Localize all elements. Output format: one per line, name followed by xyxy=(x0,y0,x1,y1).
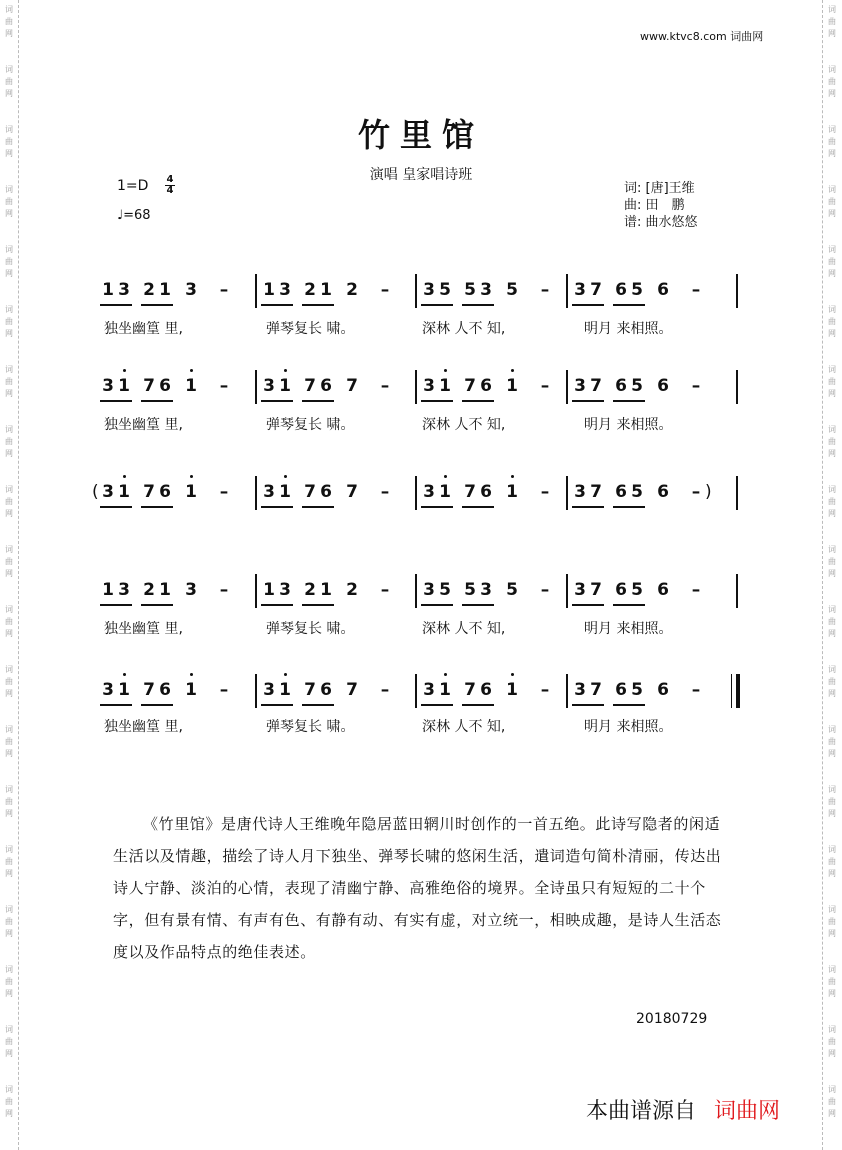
score-note: 7 xyxy=(304,680,316,700)
score-note: 2 xyxy=(346,580,358,600)
beam-line xyxy=(572,604,604,606)
score-note: 5 xyxy=(506,580,518,600)
score-note: – xyxy=(380,280,390,300)
bar-line xyxy=(566,274,568,308)
score-note: 3 xyxy=(185,280,197,300)
beam-line xyxy=(141,704,173,706)
lyric-phrase: 深林 人不 知, xyxy=(422,417,506,433)
bar-line xyxy=(566,370,568,404)
beam-line xyxy=(261,604,293,606)
watermark-text: 词曲网 xyxy=(828,545,836,578)
score-note: 7 xyxy=(590,482,602,502)
score-note: 7 xyxy=(464,680,476,700)
score-note: – xyxy=(540,580,550,600)
bar-line xyxy=(415,674,417,708)
source-footer xyxy=(586,1094,780,1125)
watermark-text: 词曲网 xyxy=(828,485,836,518)
score-note: 3 xyxy=(423,580,435,600)
score-note: 7 xyxy=(346,680,358,700)
beam-line xyxy=(141,400,173,402)
watermark-text: 词曲网 xyxy=(828,905,836,938)
watermark-text: 词曲网 xyxy=(828,365,836,398)
score-note: 7 xyxy=(464,376,476,396)
score-note: 3 xyxy=(279,580,291,600)
beam-line xyxy=(302,304,334,306)
tempo-marking: ♩=68 xyxy=(117,208,151,223)
score-note: 5 xyxy=(464,580,476,600)
beam-line xyxy=(302,704,334,706)
watermark-text: 词曲网 xyxy=(828,1025,836,1058)
beam-line xyxy=(613,304,645,306)
score-note: 5 xyxy=(439,580,451,600)
score-note: – xyxy=(540,376,550,396)
watermark-text: 词曲网 xyxy=(5,845,13,878)
watermark-text: 词曲网 xyxy=(828,1085,836,1118)
lyric-phrase: 深林 人不 知, xyxy=(422,321,506,337)
beam-line xyxy=(572,506,604,508)
bar-line xyxy=(736,476,738,510)
score-note: 7 xyxy=(590,376,602,396)
score-note: 6 xyxy=(657,680,669,700)
bar-line xyxy=(736,674,740,708)
lyric-phrase: 独坐幽篁 里, xyxy=(104,321,183,337)
score-note: – xyxy=(380,680,390,700)
beam-line xyxy=(572,400,604,402)
lyric-phrase: 明月 来相照。 xyxy=(584,321,673,337)
beam-line xyxy=(302,400,334,402)
lyric-phrase: 独坐幽篁 里, xyxy=(104,719,183,735)
score-note: 1 xyxy=(320,580,332,600)
score-note: 7 xyxy=(346,482,358,502)
beam-line xyxy=(141,604,173,606)
score-note: 3 xyxy=(102,482,114,502)
score-note: 3 xyxy=(574,376,586,396)
composer: 曲: 田 鹏 xyxy=(624,198,685,213)
song-title: 竹里馆 xyxy=(357,116,484,154)
source-prefix: 本曲谱源自 xyxy=(586,1099,697,1124)
beam-line xyxy=(100,400,132,402)
score-note: 1 xyxy=(116,680,132,700)
watermark-text: 词曲网 xyxy=(828,785,836,818)
lyric-phrase: 明月 来相照。 xyxy=(584,417,673,433)
score-note: 6 xyxy=(320,680,332,700)
score-note: 3 xyxy=(118,280,130,300)
beam-line xyxy=(421,704,453,706)
score-note: 6 xyxy=(657,482,669,502)
score-note: 6 xyxy=(480,376,492,396)
score-note: 3 xyxy=(480,580,492,600)
score-note: 7 xyxy=(590,680,602,700)
score-note: 7 xyxy=(590,280,602,300)
score-note: 5 xyxy=(464,280,476,300)
score-note: 3 xyxy=(423,482,435,502)
lyricist: 词: [唐]王维 xyxy=(624,181,695,196)
lyric-phrase: 弹琴复长 啸。 xyxy=(266,621,355,637)
lyric-phrase: 弹琴复长 啸。 xyxy=(266,321,355,337)
singer: 演唱 皇家唱诗班 xyxy=(369,167,473,183)
score-note: 1 xyxy=(159,280,171,300)
beam-line xyxy=(100,304,132,306)
score-note: – xyxy=(219,580,229,600)
watermark-text: 词曲网 xyxy=(5,485,13,518)
score-note: 6 xyxy=(657,376,669,396)
score-note: 1 xyxy=(504,376,520,396)
source-brand: 词曲网 xyxy=(714,1099,781,1124)
beam-line xyxy=(462,704,494,706)
score-note: 6 xyxy=(480,482,492,502)
beam-line xyxy=(421,506,453,508)
score-note: 3 xyxy=(263,680,275,700)
score-note: 6 xyxy=(615,482,627,502)
watermark-text: 词曲网 xyxy=(5,605,13,638)
beam-line xyxy=(613,506,645,508)
score-note: 6 xyxy=(320,376,332,396)
date: 20180729 xyxy=(636,1011,708,1027)
score-note: 1 xyxy=(159,580,171,600)
beam-line xyxy=(100,704,132,706)
lyric-phrase: 明月 来相照。 xyxy=(584,719,673,735)
watermark-text: 词曲网 xyxy=(5,425,13,458)
bar-line xyxy=(255,574,257,608)
score-note: – xyxy=(691,680,701,700)
watermark-text: 词曲网 xyxy=(828,245,836,278)
score-note: 6 xyxy=(480,680,492,700)
score-note: 7 xyxy=(143,376,155,396)
score-note: – xyxy=(540,482,550,502)
transcriber: 谱: 曲水悠悠 xyxy=(624,215,698,230)
score-note: 3 xyxy=(102,376,114,396)
score-note: 1 xyxy=(320,280,332,300)
beam-line xyxy=(462,604,494,606)
score-note: 6 xyxy=(159,376,171,396)
score-note: 6 xyxy=(320,482,332,502)
score-note: 1 xyxy=(183,482,199,502)
score-note: 3 xyxy=(574,280,586,300)
score-note: 3 xyxy=(102,680,114,700)
paren-close: ) xyxy=(705,482,712,502)
beam-line xyxy=(421,400,453,402)
watermark-text: 词曲网 xyxy=(5,1025,13,1058)
score-note: 7 xyxy=(304,482,316,502)
site-url[interactable]: www.ktvc8.com 词曲网 xyxy=(640,30,764,43)
score-note: 1 xyxy=(183,680,199,700)
watermark-text: 词曲网 xyxy=(828,5,836,38)
score-note: – xyxy=(691,580,701,600)
bar-line xyxy=(736,370,738,404)
score-note: 1 xyxy=(437,376,453,396)
score-note: 5 xyxy=(631,680,643,700)
beam-line xyxy=(613,604,645,606)
lyric-phrase: 弹琴复长 啸。 xyxy=(266,719,355,735)
score-note: 6 xyxy=(159,680,171,700)
watermark-text: 词曲网 xyxy=(828,305,836,338)
score-note: 2 xyxy=(143,580,155,600)
watermark-text: 词曲网 xyxy=(828,725,836,758)
key-signature: 1=D xyxy=(117,178,149,194)
score-note: 3 xyxy=(574,580,586,600)
score-note: – xyxy=(540,680,550,700)
bar-line xyxy=(566,476,568,510)
score-note: 1 xyxy=(102,580,114,600)
score-note: 6 xyxy=(615,680,627,700)
score-note: 7 xyxy=(143,482,155,502)
lyric-phrase: 深林 人不 知, xyxy=(422,621,506,637)
score-note: 3 xyxy=(118,580,130,600)
score-note: 3 xyxy=(263,482,275,502)
score-note: 1 xyxy=(102,280,114,300)
beam-line xyxy=(141,506,173,508)
score-note: 1 xyxy=(116,482,132,502)
bar-line xyxy=(415,274,417,308)
score-note: 1 xyxy=(183,376,199,396)
song-description: 《竹里馆》是唐代诗人王维晚年隐居蓝田辋川时创作的一首五绝。此诗写隐者的闲适生活以及情趣，描绘了诗人月下独坐、弹琴长啸的悠闲生活，遣词造句简朴清丽，传达出诗人宁静、淡泊的心情，表现了清幽宁静、高雅绝俗的境界。全诗虽只有短短的二十个字，但有景有情、有声有色、有静有动、有实有虚，对立统一，相映成趣，是诗人生活态度以及作品特点的绝佳表述。 xyxy=(113,815,722,961)
bar-line xyxy=(255,274,257,308)
beam-line xyxy=(261,506,293,508)
watermark-text: 词曲网 xyxy=(5,545,13,578)
bar-line xyxy=(415,574,417,608)
lyric-phrase: 弹琴复长 啸。 xyxy=(266,417,355,433)
watermark-text: 词曲网 xyxy=(5,665,13,698)
beam-line xyxy=(302,506,334,508)
score-note: – xyxy=(219,482,229,502)
bar-line xyxy=(736,274,738,308)
score-note: 3 xyxy=(574,680,586,700)
beam-line xyxy=(572,304,604,306)
score-note: – xyxy=(219,680,229,700)
final-bar-line xyxy=(731,674,732,708)
score-note: 7 xyxy=(346,376,358,396)
watermark-text: 词曲网 xyxy=(5,365,13,398)
beam-line xyxy=(141,304,173,306)
watermark-text: 词曲网 xyxy=(828,185,836,218)
watermark-text: 词曲网 xyxy=(5,725,13,758)
beam-line xyxy=(572,704,604,706)
watermark-text: 词曲网 xyxy=(5,965,13,998)
beam-line xyxy=(421,304,453,306)
score-note: – xyxy=(380,580,390,600)
watermark-text: 词曲网 xyxy=(828,65,836,98)
watermark-text: 词曲网 xyxy=(5,785,13,818)
score-note: 2 xyxy=(143,280,155,300)
watermark-text: 词曲网 xyxy=(5,245,13,278)
bar-line xyxy=(415,370,417,404)
score-note: 6 xyxy=(615,580,627,600)
beam-line xyxy=(261,704,293,706)
bar-line xyxy=(566,674,568,708)
bar-line xyxy=(736,574,738,608)
watermark-text: 词曲网 xyxy=(828,845,836,878)
watermark-text: 词曲网 xyxy=(5,305,13,338)
beam-line xyxy=(100,506,132,508)
score-note: 3 xyxy=(574,482,586,502)
beam-line xyxy=(462,304,494,306)
score-note: 6 xyxy=(159,482,171,502)
beam-line xyxy=(462,506,494,508)
score-note: 6 xyxy=(657,280,669,300)
watermark-text: 词曲网 xyxy=(828,665,836,698)
time-signature: $\frac{4}{4}$ xyxy=(166,174,174,196)
score-note: 6 xyxy=(615,280,627,300)
beam-line xyxy=(421,604,453,606)
score-note: 3 xyxy=(423,680,435,700)
score-note: 3 xyxy=(423,280,435,300)
watermark-text: 词曲网 xyxy=(828,965,836,998)
score-note: 1 xyxy=(277,680,293,700)
lyric-phrase: 独坐幽篁 里, xyxy=(104,417,183,433)
score-note: 3 xyxy=(279,280,291,300)
score-note: – xyxy=(691,280,701,300)
score-note: 1 xyxy=(116,376,132,396)
score-note: – xyxy=(380,482,390,502)
score-note: 1 xyxy=(437,482,453,502)
lyric-phrase: 独坐幽篁 里, xyxy=(104,621,183,637)
watermark-text: 词曲网 xyxy=(5,5,13,38)
beam-line xyxy=(100,604,132,606)
watermark-text: 词曲网 xyxy=(5,1085,13,1118)
score-note: – xyxy=(219,376,229,396)
bar-line xyxy=(415,476,417,510)
bar-line xyxy=(255,370,257,404)
score-note: 2 xyxy=(304,580,316,600)
score-note: 3 xyxy=(480,280,492,300)
score-note: 7 xyxy=(304,376,316,396)
paren-open: ( xyxy=(92,482,99,502)
score-note: 1 xyxy=(504,482,520,502)
score-note: 1 xyxy=(263,580,275,600)
score-note: 7 xyxy=(590,580,602,600)
score-note: 5 xyxy=(631,580,643,600)
score-note: 7 xyxy=(464,482,476,502)
score-note: – xyxy=(691,376,701,396)
watermark-text: 词曲网 xyxy=(5,905,13,938)
beam-line xyxy=(613,400,645,402)
beam-line xyxy=(302,604,334,606)
score-note: – xyxy=(691,482,701,502)
score-note: 6 xyxy=(657,580,669,600)
score-note: 3 xyxy=(185,580,197,600)
beam-line xyxy=(462,400,494,402)
bar-line xyxy=(566,574,568,608)
score-note: 5 xyxy=(506,280,518,300)
score-note: 5 xyxy=(631,482,643,502)
score-note: 1 xyxy=(277,482,293,502)
score-note: 5 xyxy=(631,376,643,396)
score-note: 1 xyxy=(504,680,520,700)
score-note: 6 xyxy=(615,376,627,396)
score-note: 3 xyxy=(263,376,275,396)
score-note: – xyxy=(219,280,229,300)
watermark-text: 词曲网 xyxy=(5,185,13,218)
beam-line xyxy=(261,304,293,306)
score-note: 5 xyxy=(631,280,643,300)
beam-line xyxy=(613,704,645,706)
watermark-text: 词曲网 xyxy=(5,125,13,158)
score-note: 3 xyxy=(423,376,435,396)
score-note: – xyxy=(540,280,550,300)
score-note: 1 xyxy=(263,280,275,300)
watermark-text: 词曲网 xyxy=(828,605,836,638)
score-note: 1 xyxy=(277,376,293,396)
score-note: 7 xyxy=(143,680,155,700)
bar-line xyxy=(255,476,257,510)
score-note: 2 xyxy=(346,280,358,300)
watermark-text: 词曲网 xyxy=(828,125,836,158)
bar-line xyxy=(255,674,257,708)
score-note: – xyxy=(380,376,390,396)
lyric-phrase: 深林 人不 知, xyxy=(422,719,506,735)
watermark-text: 词曲网 xyxy=(828,425,836,458)
score-note: 2 xyxy=(304,280,316,300)
watermark-text: 词曲网 xyxy=(5,65,13,98)
score-note: 5 xyxy=(439,280,451,300)
score-note: 1 xyxy=(437,680,453,700)
credits xyxy=(624,180,698,231)
lyric-phrase: 明月 来相照。 xyxy=(584,621,673,637)
beam-line xyxy=(261,400,293,402)
